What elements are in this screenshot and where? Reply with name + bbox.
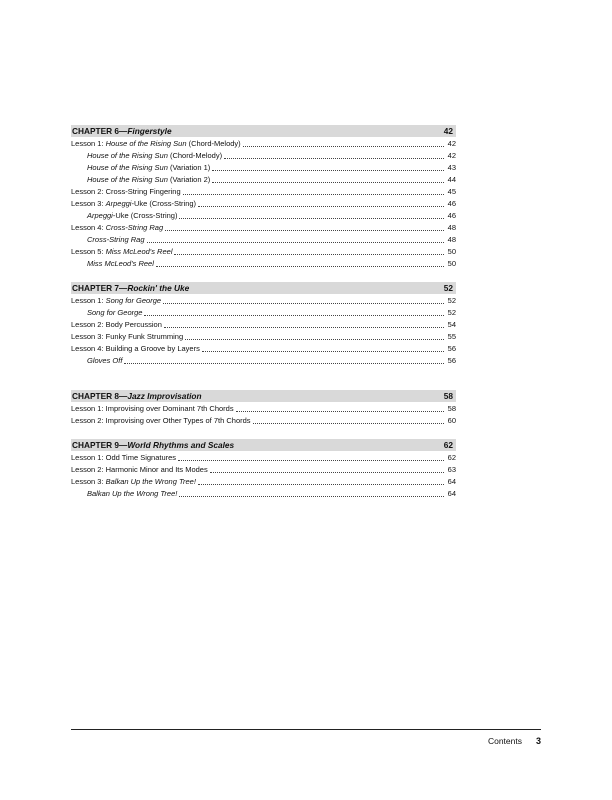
chapter-block <box>71 439 456 500</box>
entry-label-suffix: -Uke (Cross-String) <box>131 199 197 208</box>
entry-page-number: 48 <box>447 235 456 244</box>
dot-leader <box>178 460 444 461</box>
entry-page-number: 43 <box>447 163 456 172</box>
chapter-page-number: 62 <box>443 440 453 450</box>
entry-label <box>71 343 200 355</box>
dot-leader <box>243 146 444 147</box>
dot-leader <box>236 411 444 412</box>
toc-sub-entry[interactable] <box>71 488 456 500</box>
entry-label-prefix: Lesson 3: Funky Funk Strumming <box>71 332 184 341</box>
chapter-prefix: CHAPTER 6— <box>72 126 128 136</box>
entry-label-prefix: Lesson 3: <box>71 199 106 208</box>
entry-label <box>87 174 210 186</box>
dot-leader <box>212 170 444 171</box>
dot-leader <box>224 158 444 159</box>
entry-page-number: 63 <box>447 465 456 474</box>
chapter-block <box>71 390 456 427</box>
dot-leader <box>210 472 444 473</box>
toc-sub-entry[interactable] <box>71 210 456 222</box>
dot-leader <box>174 254 444 255</box>
chapter-heading[interactable] <box>71 282 456 294</box>
entry-label-title: Balkan Up the Wrong Tree! <box>87 489 178 498</box>
entry-label <box>71 464 208 476</box>
entry-label-suffix: (Variation 1) <box>167 163 211 172</box>
entry-label <box>87 488 177 500</box>
entry-label <box>71 319 162 331</box>
dot-leader <box>253 423 444 424</box>
toc-sub-entry[interactable] <box>71 307 456 319</box>
entry-label-title: Miss McLeod's Reel <box>87 259 154 268</box>
entry-page-number: 42 <box>447 139 456 148</box>
toc-lesson-entry[interactable] <box>71 415 456 427</box>
chapter-block <box>71 125 456 270</box>
chapter-page-number: 42 <box>443 126 453 136</box>
entry-label-title: House of the Rising Sun <box>105 139 187 148</box>
toc-lesson-entry[interactable] <box>71 246 456 258</box>
chapter-title <box>72 440 234 450</box>
toc-sub-entry[interactable] <box>71 150 456 162</box>
page-number: 3 <box>535 736 541 746</box>
toc-lesson-entry[interactable] <box>71 452 456 464</box>
entry-label-title: Song for George <box>105 296 162 305</box>
toc-sub-entry[interactable] <box>71 355 456 367</box>
entry-page-number: 52 <box>447 296 456 305</box>
toc-lesson-entry[interactable] <box>71 198 456 210</box>
entry-label-title: Arpeggi <box>105 199 132 208</box>
entry-label-title: House of the Rising Sun <box>87 151 168 160</box>
chapter-title <box>72 126 172 136</box>
entry-label <box>71 222 163 234</box>
dot-leader <box>185 339 444 340</box>
entry-label <box>87 210 177 222</box>
entry-page-number: 46 <box>447 211 456 220</box>
dot-leader <box>198 484 444 485</box>
entry-page-number: 56 <box>447 356 456 365</box>
toc-lesson-entry[interactable] <box>71 295 456 307</box>
dot-leader <box>183 194 444 195</box>
page-footer <box>488 736 541 746</box>
entry-label <box>71 186 181 198</box>
dot-leader <box>164 327 444 328</box>
entry-label <box>71 295 161 307</box>
chapter-title <box>72 391 202 401</box>
entry-label-title: Balkan Up the Wrong Tree! <box>105 477 196 486</box>
chapter-name: World Rhythms and Scales <box>127 440 235 450</box>
chapter-page-number: 58 <box>443 391 453 401</box>
entry-label-suffix: (Chord-Melody) <box>167 151 223 160</box>
chapter-heading[interactable] <box>71 439 456 451</box>
chapter-name: Rockin' the Uke <box>127 283 190 293</box>
toc-lesson-entry[interactable] <box>71 343 456 355</box>
chapter-prefix: CHAPTER 8— <box>72 391 128 401</box>
chapter-prefix: CHAPTER 7— <box>72 283 128 293</box>
entry-label <box>71 452 176 464</box>
entry-label <box>71 246 172 258</box>
dot-leader <box>144 315 444 316</box>
entry-page-number: 42 <box>447 151 456 160</box>
entry-page-number: 44 <box>447 175 456 184</box>
table-of-contents <box>71 125 456 500</box>
entry-page-number: 60 <box>447 416 456 425</box>
entry-page-number: 64 <box>447 477 456 486</box>
dot-leader <box>156 266 444 267</box>
chapter-name: Fingerstyle <box>127 126 172 136</box>
dot-leader <box>165 230 444 231</box>
entry-label-title: Arpeggi <box>87 211 113 220</box>
dot-leader <box>147 242 444 243</box>
toc-lesson-entry[interactable] <box>71 331 456 343</box>
entry-page-number: 54 <box>447 320 456 329</box>
entry-page-number: 58 <box>447 404 456 413</box>
entry-label <box>71 476 196 488</box>
entry-label <box>87 162 210 174</box>
entry-label <box>87 234 145 246</box>
dot-leader <box>163 303 444 304</box>
entry-label-prefix: Lesson 1: Improvising over Dominant 7th Chords <box>71 404 234 413</box>
entry-page-number: 46 <box>447 199 456 208</box>
entry-page-number: 56 <box>447 344 456 353</box>
entry-label-prefix: Lesson 4: <box>71 223 106 232</box>
entry-label-title: Song for George <box>87 308 143 317</box>
entry-label-title: Cross-String Rag <box>87 235 145 244</box>
toc-sub-entry[interactable] <box>71 174 456 186</box>
footer-divider <box>71 729 541 730</box>
entry-page-number: 48 <box>447 223 456 232</box>
entry-label-prefix: Lesson 1: <box>71 139 106 148</box>
entry-label-suffix: (Chord-Melody) <box>186 139 241 148</box>
dot-leader <box>202 351 444 352</box>
entry-page-number: 55 <box>447 332 456 341</box>
entry-label-prefix: Lesson 2: Cross-String Fingering <box>71 187 181 196</box>
entry-page-number: 45 <box>447 187 456 196</box>
entry-label <box>87 307 142 319</box>
dot-leader <box>198 206 444 207</box>
entry-label <box>71 403 234 415</box>
entry-label-prefix: Lesson 4: Building a Groove by Layers <box>71 344 200 353</box>
entry-label-title: Gloves Off <box>87 356 123 365</box>
entry-label-title: Cross-String Rag <box>105 223 164 232</box>
chapter-heading[interactable] <box>71 390 456 402</box>
entry-label-prefix: Lesson 3: <box>71 477 106 486</box>
entry-page-number: 52 <box>447 308 456 317</box>
entry-label <box>87 258 154 270</box>
entry-label <box>71 138 241 150</box>
toc-sub-entry[interactable] <box>71 258 456 270</box>
entry-label <box>87 355 122 367</box>
entry-label-prefix: Lesson 2: Body Percussion <box>71 320 162 329</box>
entry-label-prefix: Lesson 1: Odd Time Signatures <box>71 453 177 462</box>
entry-page-number: 64 <box>447 489 456 498</box>
entry-label <box>71 415 251 427</box>
chapter-prefix: CHAPTER 9— <box>72 440 128 450</box>
chapter-block <box>71 282 456 367</box>
toc-lesson-entry[interactable] <box>71 319 456 331</box>
footer-section-label: Contents <box>487 736 522 746</box>
chapter-name: Jazz Improvisation <box>127 391 202 401</box>
entry-label-suffix: -Uke (Cross-String) <box>112 211 178 220</box>
toc-lesson-entry[interactable] <box>71 186 456 198</box>
entry-page-number: 50 <box>447 259 456 268</box>
toc-lesson-entry[interactable] <box>71 138 456 150</box>
chapter-title <box>72 283 189 293</box>
entry-label <box>71 331 183 343</box>
entry-page-number: 62 <box>447 453 456 462</box>
entry-page-number: 50 <box>447 247 456 256</box>
entry-label-suffix: (Variation 2) <box>167 175 211 184</box>
dot-leader <box>179 496 444 497</box>
entry-label-prefix: Lesson 2: Improvising over Other Types of 7th Chords <box>71 416 251 425</box>
dot-leader <box>124 363 444 364</box>
toc-lesson-entry[interactable] <box>71 403 456 415</box>
entry-label-prefix: Lesson 5: <box>71 247 106 256</box>
entry-label-prefix: Lesson 2: Harmonic Minor and Its Modes <box>71 465 208 474</box>
entry-label-title: Miss McLeod's Reel <box>105 247 173 256</box>
entry-label-prefix: Lesson 1: <box>71 296 106 305</box>
dot-leader <box>179 218 444 219</box>
entry-label-title: House of the Rising Sun <box>87 175 168 184</box>
entry-label <box>71 198 196 210</box>
entry-label-title: House of the Rising Sun <box>87 163 168 172</box>
toc-lesson-entry[interactable] <box>71 464 456 476</box>
toc-sub-entry[interactable] <box>71 234 456 246</box>
chapter-page-number: 52 <box>443 283 453 293</box>
dot-leader <box>212 182 444 183</box>
entry-label <box>87 150 222 162</box>
toc-lesson-entry[interactable] <box>71 222 456 234</box>
toc-lesson-entry[interactable] <box>71 476 456 488</box>
toc-sub-entry[interactable] <box>71 162 456 174</box>
chapter-heading[interactable] <box>71 125 456 137</box>
